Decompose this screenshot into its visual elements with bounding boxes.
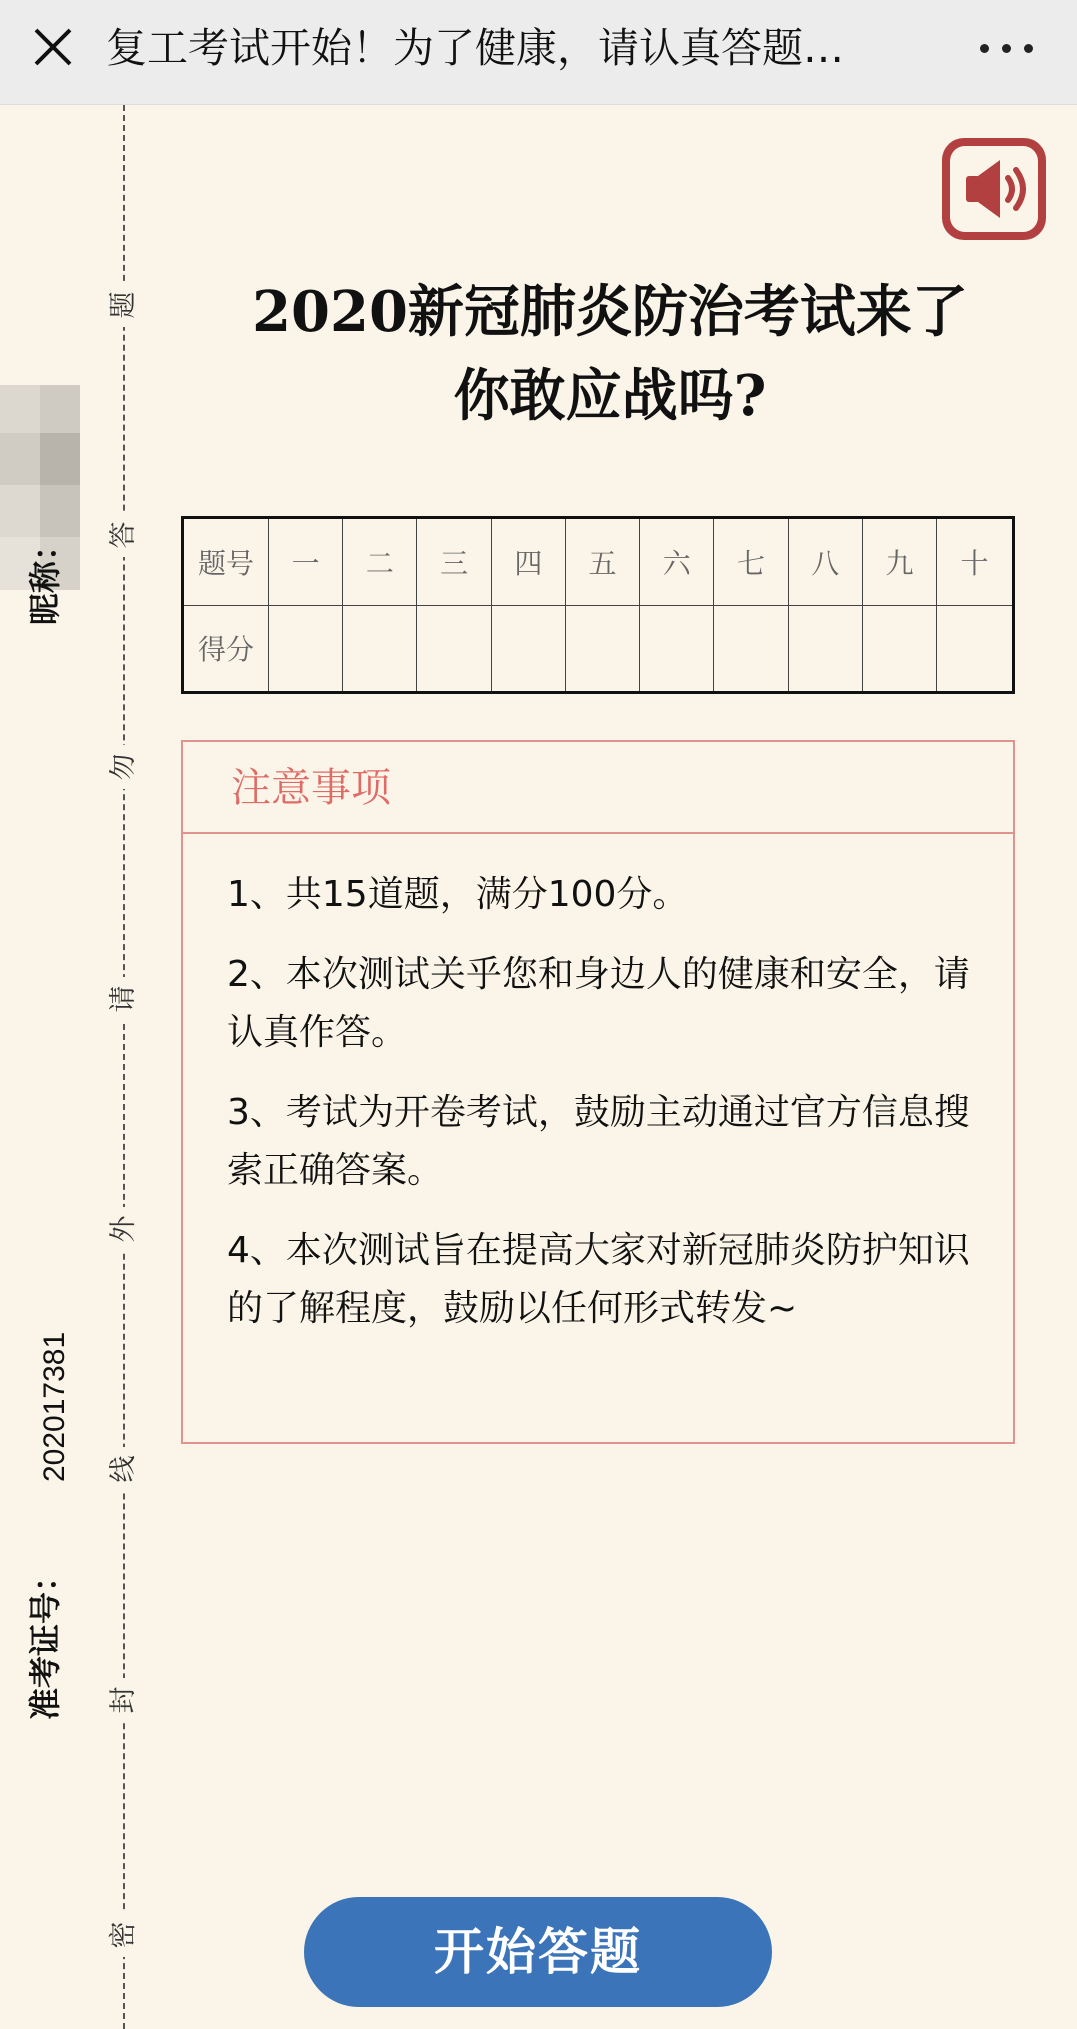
row-label: 得分 — [183, 605, 269, 693]
start-exam-button[interactable]: 开始答题 — [304, 1897, 772, 2007]
score-cell — [862, 605, 936, 693]
notice-item: 3、考试为开卷考试，鼓励主动通过官方信息搜索正确答案。 — [227, 1092, 970, 1191]
score-cell — [417, 605, 491, 693]
column-header: 三 — [417, 518, 491, 606]
exam-number: 202017381 — [38, 1331, 71, 1482]
score-cell — [491, 605, 565, 693]
column-header: 一 — [269, 518, 343, 606]
more-button[interactable] — [972, 20, 1042, 76]
seal-char: 封 — [102, 1678, 146, 1722]
column-header: 九 — [862, 518, 936, 606]
column-header: 八 — [788, 518, 862, 606]
column-header: 七 — [714, 518, 788, 606]
seal-char: 密 — [102, 1913, 146, 1957]
notice-box — [181, 740, 1015, 1444]
column-header: 四 — [491, 518, 565, 606]
seal-char: 答 — [102, 513, 146, 557]
question-number-row — [183, 518, 1014, 606]
close-icon — [28, 22, 78, 72]
column-header: 五 — [565, 518, 639, 606]
headline-line-1: 2020新冠肺炎防治考试来了 — [252, 279, 968, 345]
seal-char: 勿 — [102, 745, 146, 789]
notice-item: 1、共15道题，满分100分。 — [227, 874, 689, 915]
score-row — [183, 605, 1014, 693]
seal-char: 请 — [102, 977, 146, 1021]
row-label: 题号 — [183, 518, 269, 606]
notice-title: 注意事项 — [183, 742, 1013, 834]
seal-char: 题 — [102, 283, 146, 327]
score-cell — [269, 605, 343, 693]
score-table — [181, 516, 1015, 694]
notice-body — [227, 866, 987, 1360]
sound-toggle-button[interactable] — [942, 138, 1046, 240]
page-title: 复工考试开始！为了健康，请认真答题… — [106, 24, 844, 72]
score-cell — [937, 605, 1014, 693]
close-button[interactable] — [28, 22, 78, 72]
top-bar — [0, 0, 1077, 105]
column-header: 六 — [640, 518, 714, 606]
column-header: 二 — [343, 518, 417, 606]
score-cell — [714, 605, 788, 693]
notice-item: 2、本次测试关乎您和身边人的健康和安全，请认真作答。 — [227, 954, 970, 1053]
headline-line-2: 你敢应战吗? — [453, 363, 767, 429]
score-cell — [788, 605, 862, 693]
nickname-label: 昵称： — [26, 528, 64, 625]
score-cell — [343, 605, 417, 693]
exam-number-label: 准考证号： — [26, 1559, 64, 1720]
seal-char: 外 — [102, 1207, 146, 1251]
headline — [190, 270, 1030, 438]
seal-dashed-line — [123, 105, 125, 2029]
speaker-icon — [950, 146, 1038, 232]
seal-char: 线 — [102, 1447, 146, 1491]
notice-item: 4、本次测试旨在提高大家对新冠肺炎防护知识的了解程度，鼓励以任何形式转发~ — [227, 1230, 970, 1329]
column-header: 十 — [937, 518, 1014, 606]
score-cell — [565, 605, 639, 693]
score-cell — [640, 605, 714, 693]
sound-button-inner — [950, 146, 1038, 232]
